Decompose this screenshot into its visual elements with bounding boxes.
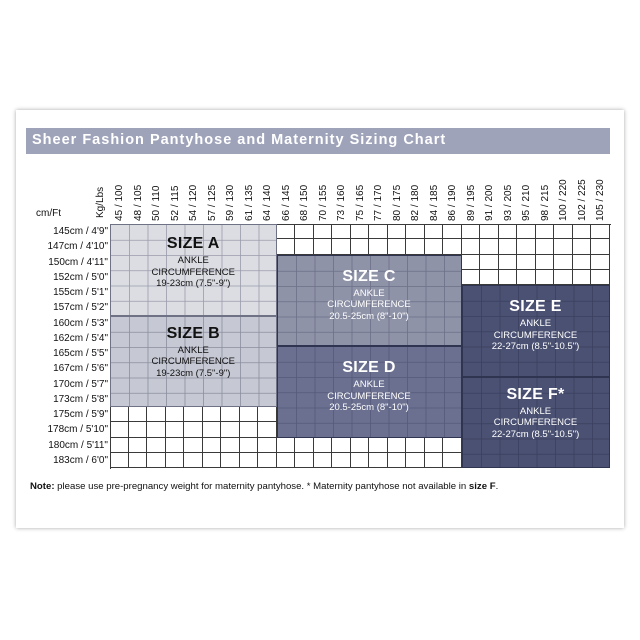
grid-cell <box>184 453 203 468</box>
height-label: 162cm / 5'4" <box>53 332 108 344</box>
size-ankle-label: ANKLE <box>519 318 552 329</box>
grid-cell <box>462 224 481 239</box>
grid-cell <box>129 422 148 437</box>
grid-cell <box>480 239 499 254</box>
grid-cell <box>388 453 407 468</box>
height-label: 150cm / 4'11" <box>48 256 108 268</box>
grid-cell <box>406 438 425 453</box>
grid-cell <box>166 407 185 422</box>
grid-cell <box>369 224 388 239</box>
height-label: 178cm / 5'10" <box>47 424 108 436</box>
size-circumference-label: CIRCUMFERENCE <box>151 266 235 278</box>
size-range: 20.5-25cm (8"-10") <box>329 402 409 413</box>
grid-cell <box>388 438 407 453</box>
weight-label: 102 / 225 <box>576 179 588 221</box>
grid-cell <box>517 239 536 254</box>
grid-cell <box>480 224 499 239</box>
grid-cell <box>369 239 388 254</box>
grid-cell <box>314 239 333 254</box>
grid-cell <box>462 239 481 254</box>
title-bar <box>26 128 610 154</box>
grid-cell <box>332 453 351 468</box>
grid-cell <box>591 224 610 239</box>
grid-cell <box>295 438 314 453</box>
size-zone <box>110 316 277 408</box>
grid-cell <box>499 270 518 285</box>
grid-cell <box>295 239 314 254</box>
grid-cell <box>351 239 370 254</box>
weight-label: 77 / 170 <box>373 184 384 221</box>
size-range: 19-23cm (7.5"-9") <box>156 278 231 289</box>
height-label: 183cm / 6'0" <box>53 454 108 466</box>
height-label: 155cm / 5'1" <box>53 287 108 298</box>
grid-cell <box>332 239 351 254</box>
grid-cell <box>462 255 481 270</box>
weight-label: 64 / 140 <box>262 184 273 221</box>
size-range: 22-27cm (8.5"-10.5") <box>491 428 580 440</box>
grid-cell <box>406 453 425 468</box>
grid-cell <box>332 438 351 453</box>
grid-cell <box>369 453 388 468</box>
weight-label: 61 / 135 <box>243 184 255 221</box>
grid-cell <box>258 438 277 453</box>
grid-cell <box>536 255 555 270</box>
grid-cell <box>147 422 166 437</box>
grid-cell <box>203 407 222 422</box>
weight-axis-header: Kg/Lbs <box>95 186 106 218</box>
size-name: SIZE B <box>166 324 220 342</box>
size-circumference-label: CIRCUMFERENCE <box>327 390 411 402</box>
height-label: 165cm / 5'5" <box>53 348 108 359</box>
grid-cell <box>184 407 203 422</box>
note-label: Note: <box>30 481 55 492</box>
weight-label: 59 / 130 <box>225 184 236 221</box>
note-text: please use pre-pregnancy weight for maternity pantyhose. * Maternity pantyhose not available in <box>54 481 469 492</box>
size-name: SIZE D <box>342 359 396 376</box>
weight-label: 84 / 185 <box>428 184 440 221</box>
weight-label: 91 / 200 <box>484 184 495 221</box>
size-ankle-label: ANKLE <box>177 344 209 356</box>
size-range: 22-27cm (8.5"-10.5") <box>491 341 580 352</box>
weight-label: 68 / 150 <box>299 184 310 221</box>
weight-label: 93 / 205 <box>502 184 514 221</box>
grid-cell <box>147 453 166 468</box>
grid-cell <box>314 224 333 239</box>
weight-label: 100 / 220 <box>558 179 569 221</box>
weight-label: 73 / 160 <box>336 184 347 221</box>
size-zone <box>462 285 610 377</box>
height-label: 170cm / 5'7" <box>53 378 108 390</box>
note-end: . <box>495 481 499 492</box>
grid-cell <box>591 239 610 254</box>
grid-cell <box>166 453 185 468</box>
weight-label: 54 / 120 <box>188 184 199 221</box>
weight-label: 105 / 230 <box>595 179 606 221</box>
size-range: 19-23cm (7.5"-9") <box>156 367 231 379</box>
grid-cell <box>277 453 296 468</box>
size-ankle-label: ANKLE <box>353 379 385 390</box>
grid-cell <box>425 224 444 239</box>
grid-cell <box>184 438 203 453</box>
grid-cell <box>499 239 518 254</box>
grid-cell <box>554 270 573 285</box>
grid-cell <box>203 453 222 468</box>
grid-cell <box>147 438 166 453</box>
grid-cell <box>573 255 592 270</box>
grid-cell <box>517 224 536 239</box>
grid-cell <box>129 407 148 422</box>
size-ankle-label: ANKLE <box>353 287 385 299</box>
grid-cell <box>443 453 462 468</box>
grid-cell <box>295 224 314 239</box>
grid-cell <box>295 453 314 468</box>
height-label: 147cm / 4'10" <box>47 241 108 253</box>
grid-cell <box>240 438 259 453</box>
height-label: 152cm / 5'0" <box>53 271 108 283</box>
grid-cell <box>221 422 240 437</box>
grid-cell <box>258 407 277 422</box>
height-label: 145cm / 4'9" <box>53 226 108 237</box>
grid-cell <box>351 438 370 453</box>
grid-cell <box>591 270 610 285</box>
grid-cell <box>166 422 185 437</box>
grid-cell <box>351 224 370 239</box>
size-circumference-label: CIRCUMFERENCE <box>493 329 578 341</box>
size-circumference-label: CIRCUMFERENCE <box>151 356 235 367</box>
height-label: 160cm / 5'3" <box>53 317 108 329</box>
grid-cell <box>351 453 370 468</box>
grid-cell <box>203 422 222 437</box>
grid-cell <box>129 453 148 468</box>
grid-cell <box>203 438 222 453</box>
size-zone <box>110 224 277 316</box>
grid-cell <box>443 438 462 453</box>
grid-cell <box>536 270 555 285</box>
grid-cell <box>499 255 518 270</box>
grid-cell <box>425 239 444 254</box>
grid-cell <box>166 438 185 453</box>
grid-cell <box>554 239 573 254</box>
grid-cell <box>425 453 444 468</box>
grid-cell <box>110 438 129 453</box>
grid-cell <box>517 270 536 285</box>
grid-cell <box>591 255 610 270</box>
size-ankle-label: ANKLE <box>519 405 552 417</box>
grid-cell <box>388 239 407 254</box>
height-label: 167cm / 5'6" <box>53 363 108 375</box>
grid-cell <box>184 422 203 437</box>
weight-label: 98 / 215 <box>539 184 551 221</box>
grid-cell <box>425 438 444 453</box>
weight-label: 66 / 145 <box>280 184 292 221</box>
grid-cell <box>369 438 388 453</box>
grid-cell <box>406 239 425 254</box>
grid-cell <box>147 407 166 422</box>
size-ankle-label: ANKLE <box>177 255 209 266</box>
size-name: SIZE F* <box>506 385 565 403</box>
weight-label: 86 / 190 <box>447 184 458 221</box>
height-label: 157cm / 5'2" <box>53 302 108 314</box>
grid-cell <box>277 438 296 453</box>
height-label: 175cm / 5'9" <box>53 409 108 420</box>
grid-cell <box>554 255 573 270</box>
grid-cell <box>443 239 462 254</box>
grid-cell <box>110 407 129 422</box>
weight-label: 70 / 155 <box>317 184 329 221</box>
grid-cell <box>240 407 259 422</box>
grid-cell <box>480 270 499 285</box>
weight-label: 45 / 100 <box>114 184 125 221</box>
grid-cell <box>536 224 555 239</box>
weight-label: 82 / 180 <box>410 184 421 221</box>
size-name: SIZE C <box>342 267 396 285</box>
grid-cell <box>258 453 277 468</box>
footnote <box>30 481 498 492</box>
weight-label: 50 / 110 <box>151 185 162 221</box>
size-zone <box>277 346 462 438</box>
grid-cell <box>462 270 481 285</box>
grid-cell <box>443 224 462 239</box>
grid-cell <box>277 224 296 239</box>
chart-title: Sheer Fashion Pantyhose and Maternity Sizing Chart <box>32 132 447 148</box>
weight-label: 89 / 195 <box>465 184 477 221</box>
grid-cell <box>129 438 148 453</box>
size-zone <box>277 255 462 347</box>
height-axis-header: cm/Ft <box>36 208 61 219</box>
grid-cell <box>499 224 518 239</box>
size-zone <box>462 377 610 469</box>
grid-cell <box>332 224 351 239</box>
size-circumference-label: CIRCUMFERENCE <box>327 299 411 310</box>
grid-cell <box>277 239 296 254</box>
weight-label: 52 / 115 <box>169 185 181 221</box>
weight-label: 75 / 165 <box>354 184 366 221</box>
weight-label: 80 / 175 <box>391 184 403 221</box>
size-range: 20.5-25cm (8"-10") <box>329 310 409 322</box>
grid-cell <box>406 224 425 239</box>
grid-cell <box>573 224 592 239</box>
size-name: SIZE A <box>166 235 220 252</box>
grid-cell <box>221 438 240 453</box>
weight-label: 48 / 105 <box>132 184 144 221</box>
grid-cell <box>517 255 536 270</box>
grid-cell <box>314 453 333 468</box>
size-circumference-label: CIRCUMFERENCE <box>493 417 578 428</box>
weight-label: 57 / 125 <box>206 184 218 221</box>
grid-cell <box>258 422 277 437</box>
weight-label: 95 / 210 <box>521 184 532 221</box>
grid-cell <box>388 224 407 239</box>
size-name: SIZE E <box>509 298 562 315</box>
grid-cell <box>314 438 333 453</box>
grid-cell <box>240 453 259 468</box>
height-label: 180cm / 5'11" <box>48 439 108 451</box>
grid-cell <box>573 239 592 254</box>
grid-cell <box>536 239 555 254</box>
height-label: 173cm / 5'8" <box>53 393 108 405</box>
grid-cell <box>573 270 592 285</box>
grid-cell <box>480 255 499 270</box>
grid-cell <box>221 453 240 468</box>
grid-cell <box>221 407 240 422</box>
note-size: size F <box>468 481 496 492</box>
grid-cell <box>110 453 129 468</box>
grid-cell <box>240 422 259 437</box>
grid-cell <box>554 224 573 239</box>
grid-cell <box>110 422 129 437</box>
